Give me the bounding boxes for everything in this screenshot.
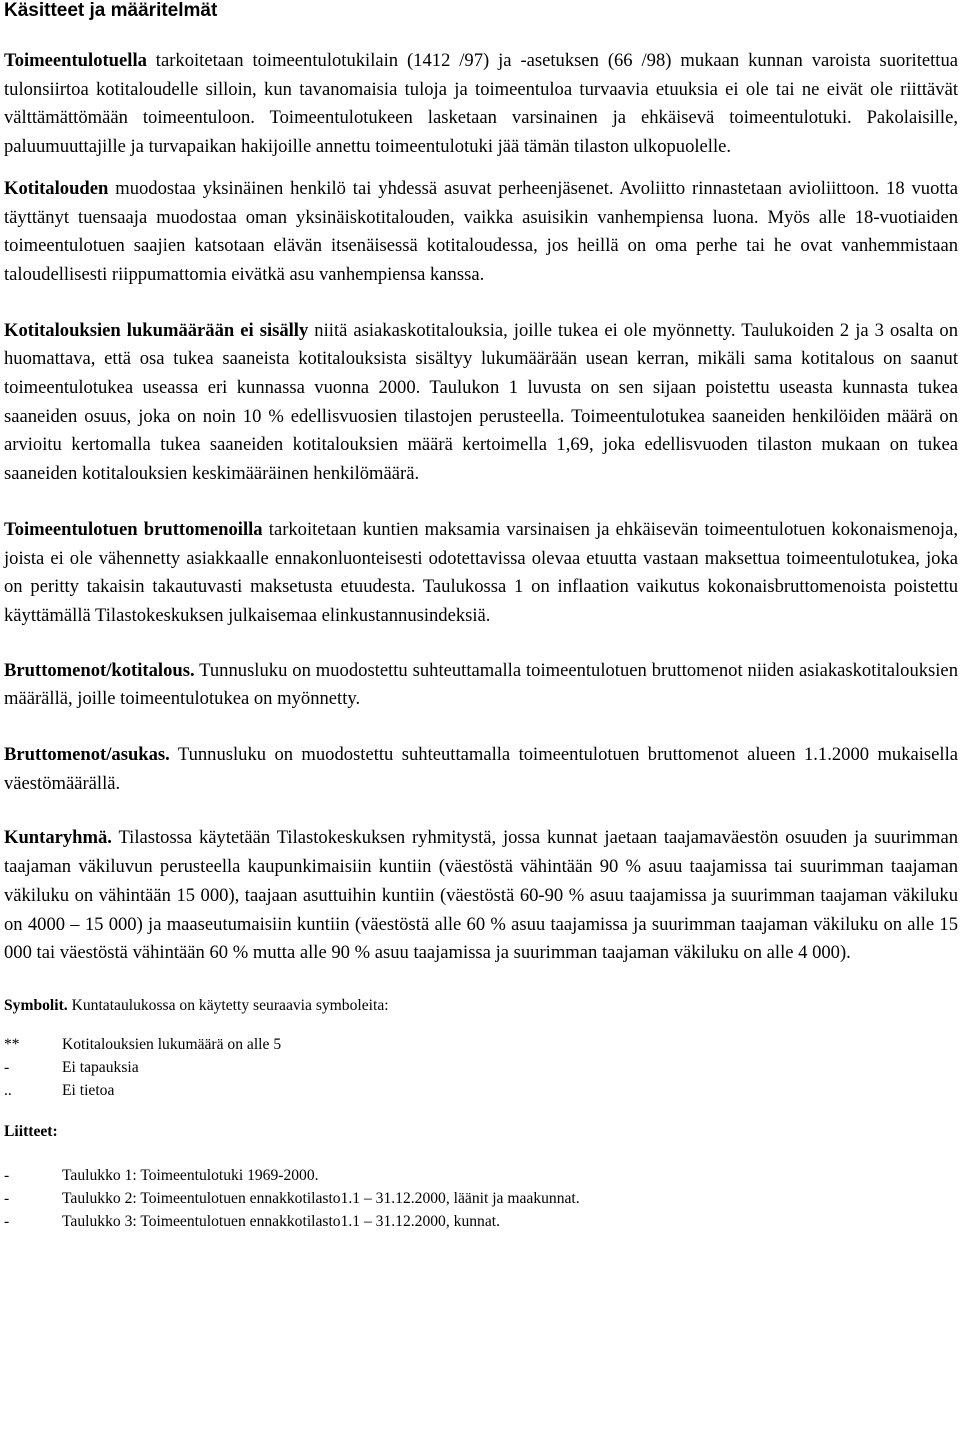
page-title: Käsitteet ja määritelmät xyxy=(4,0,218,21)
paragraph-text: tarkoitetaan toimeentulotukilain (1412 /97) ja -asetuksen (66 /98) mukaan kunnan varoista suoritettua tulonsiirtoa kotitaloudelle silloin, kun tavanomaisia tuloja ja toimeentuloa turvaavia etuuksia ei ole tai ne eivät ole riittävät välttämättömään toimeentuloon. Toimeentulotukeen lasketaan varsinainen ja ehkäisevä toimeentulotuki. Pakolaisille, paluumuuttajille ja turvapaikan hakijoille annettu toimeentulotuki jää tämän tilaston ulkopuolelle. xyxy=(4,50,958,158)
paragraph-kuntaryhma xyxy=(4,824,958,968)
symbol-mark: ** xyxy=(4,1035,20,1053)
symbol-mark: .. xyxy=(4,1081,12,1099)
symbol-text: Ei tietoa xyxy=(62,1081,115,1099)
list-item xyxy=(4,1210,958,1233)
attachment-text: Taulukko 1: Toimeentulotuki 1969-2000. xyxy=(62,1166,319,1184)
symbols-section xyxy=(4,995,958,1017)
paragraph-text: muodostaa yksinäinen henkilö tai yhdessä asuvat perheenjäsenet. Avoliitto rinnastetaan avioliittoon. 18 vuotta täyttänyt tuensaaja muodostaa oman yksinäiskotitalouden, vaikka asuisikin vanhempiensa luona. Myös alle 18-vuotiaiden toimeentulotuen saajien katsotaan elävän itsenäisessä kotitaloudessa, jos heillä on oma perhe tai he ovat vanhemmistaan taloudellisesti riippumattomia eivätkä asu vanhempiensa kanssa. xyxy=(4,177,958,285)
list-item xyxy=(4,1033,958,1056)
list-item xyxy=(4,1079,958,1102)
document-body xyxy=(4,47,958,968)
paragraph-text: tarkoitetaan kuntien maksamia varsinaisen ja ehkäisevän toimeentulotuen kokonaismenoja, joista ei ole vähennetty asiakkaalle ennakonluonteisesti odotettavissa olevaa etuutta vastaan maksettua toimeentulotukea, joka on peritty takaisin takautuvasti maksetusta etuudesta. Taulukossa 1 on inflaation vaikutus kokonaisbruttomenoista poistettu käyttämällä Tilastokeskuksen julkaisemaa elinkustannusindeksiä. xyxy=(4,518,958,626)
attachments-list xyxy=(4,1164,958,1233)
term: Bruttomenot/asukas. xyxy=(4,744,170,766)
attachments-title xyxy=(4,1121,958,1143)
paragraph-bruttomenot xyxy=(4,516,958,631)
list-item xyxy=(4,1056,958,1079)
term: Bruttomenot/kotitalous. xyxy=(4,659,195,681)
symbol-text: Kotitalouksien lukumäärä on alle 5 xyxy=(62,1035,282,1053)
attachment-mark: - xyxy=(4,1189,10,1207)
term: Toimeentulotuella xyxy=(4,50,147,71)
paragraph-text: niitä asiakaskotitalouksia, joille tukea ei ole myönnetty. Taulukoiden 2 ja 3 osalta on huomattava, että osa tukea saaneista kotitalouksista sisältyy lukumäärään usean kerran, mikäli sama kotitalous on saanut toimeentulotukea useassa eri kunnassa vuonna 2000. Taulukon 1 luvusta on sen sijaan poistettu useasta kunnasta tukea saaneiden osuus, joka on noin 10 % edellisvuosien tilastojen perusteella. Toimeentulotukea saaneiden henkilöiden määrä on arvioitu kertomalla tukea saaneiden kotitalouksien määrä kertoimella 1,69, joka edellisvuoden tilaston mukaan on tukea saaneiden kotitalouksien keskimääräinen henkilömäärä. xyxy=(4,319,958,485)
term: Kuntaryhmä. xyxy=(4,827,112,849)
attachments-term: Liitteet: xyxy=(4,1122,58,1140)
paragraph-lukumaara xyxy=(4,317,958,489)
attachment-mark: - xyxy=(4,1166,10,1184)
attachment-text: Taulukko 3: Toimeentulotuen ennakkotilasto1.1 – 31.12.2000, kunnat. xyxy=(62,1212,500,1230)
symbols-intro: Kuntataulukossa on käytetty seuraavia symboleita: xyxy=(67,996,389,1014)
term: Toimeentulotuen bruttomenoilla xyxy=(4,518,263,540)
attachment-text: Taulukko 2: Toimeentulotuen ennakkotilasto1.1 – 31.12.2000, läänit ja maakunnat. xyxy=(62,1189,580,1207)
symbols-term: Symbolit. xyxy=(4,996,68,1014)
paragraph-text: Tunnusluku on muodostettu suhteuttamalla toimeentulotuen bruttomenot niiden asiakaskotitalouksien määrällä, joille toimeentulotukea on myönnetty. xyxy=(4,659,958,710)
paragraph-bruttomenot-kotitalous xyxy=(4,657,958,714)
symbols-list xyxy=(4,1033,958,1102)
paragraph-toimeentulotuki xyxy=(4,47,958,162)
symbol-text: Ei tapauksia xyxy=(62,1058,139,1076)
term: Kotitalouden xyxy=(4,177,109,199)
paragraph-text: Tilastossa käytetään Tilastokeskuksen ryhmitystä, jossa kunnat jaetaan taajamaväestön osuuden ja suurimman taajaman väkiluvun perusteella kaupunkimaisiin kuntiin (väestöstä vähintään 90 % asuu taajamissa tai suurimman taajaman väkiluku on vähintään 15 000), taajaan asuttuihin kuntiin (väestöstä 60-90 % asuu taajamissa ja suurimman taajaman väkiluku on 4000 – 15 000) ja maaseutumaisiin kuntiin (väestöstä alle 60 % asuu taajamissa ja suurimman taajaman väkiluku on alle 15 000 tai väestöstä vähintään 60 % mutta alle 90 % asuu taajamissa ja suurimman taajaman väkiluku on alle 4 000). xyxy=(4,827,958,964)
attachment-mark: - xyxy=(4,1212,10,1230)
list-item xyxy=(4,1187,958,1210)
paragraph-bruttomenot-asukas xyxy=(4,741,958,798)
term: Kotitalouksien lukumäärään ei sisälly xyxy=(4,319,309,341)
paragraph-text: Tunnusluku on muodostettu suhteuttamalla toimeentulotuen bruttomenot alueen 1.1.2000 mukaisella väestömäärällä. xyxy=(4,744,958,794)
paragraph-kotitalous xyxy=(4,175,958,290)
list-item xyxy=(4,1164,958,1187)
symbol-mark: - xyxy=(4,1058,10,1076)
